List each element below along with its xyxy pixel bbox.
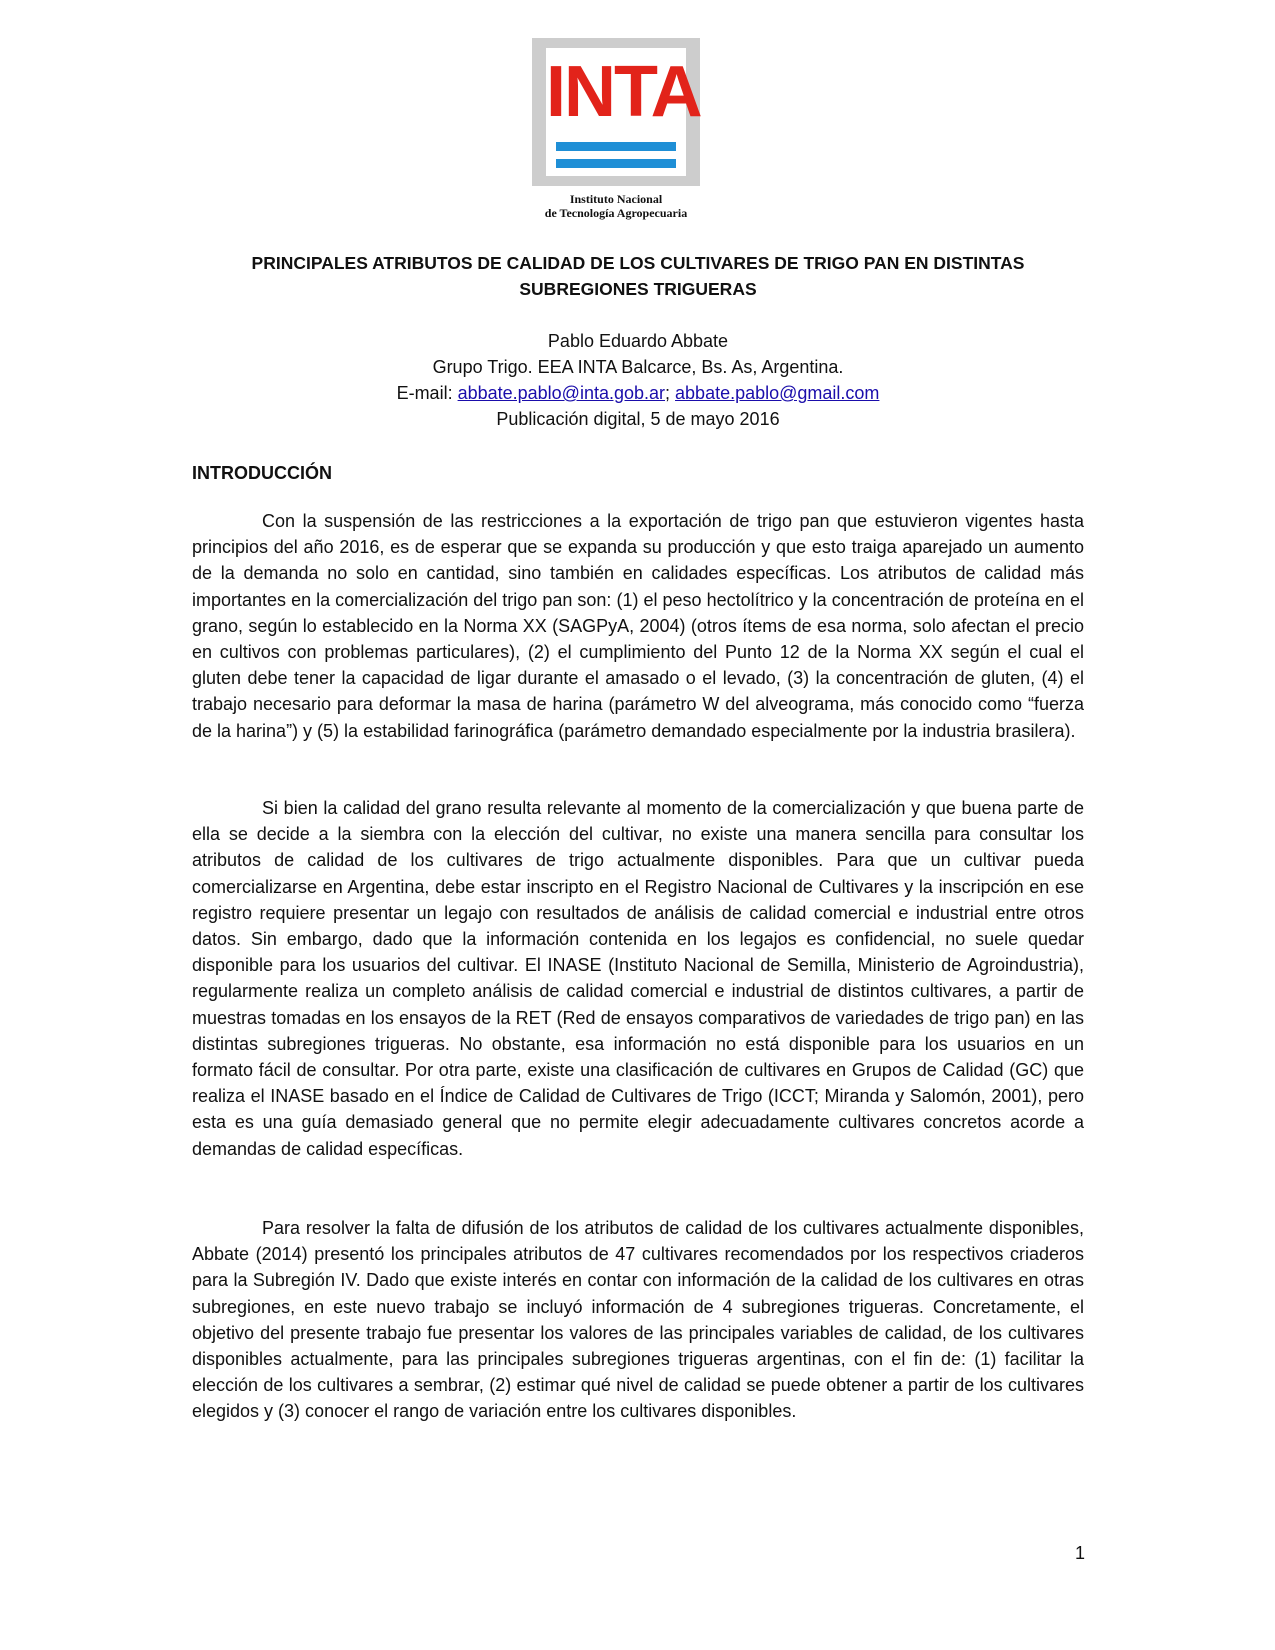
- page-number: 1: [1074, 1543, 1085, 1563]
- email-link-gmail[interactable]: abbate.pablo@gmail.com: [675, 383, 880, 403]
- email-line: [192, 380, 1084, 406]
- email-prefix: E-mail:: [396, 383, 458, 403]
- email-link-inta[interactable]: abbate.pablo@inta.gob.ar: [457, 383, 666, 403]
- paragraph-1: Con la suspensión de las restricciones a la exportación de trigo pan que estuvieron vigentes hasta principios del año 2016, es de esperar que se expanda su producción y que esto traiga aparejado un aumento de la demanda no solo en cantidad, sino también en calidades específicas. Los atributos de calidad más importantes en la comercialización del trigo pan son: (1) el peso hectolítrico y la concentración de proteína en el grano, según lo establecido en la Norma XX (SAGPyA, 2004) (otros ítems de esa norma, solo afectan el precio en cultivos con problemas particulares), (2) el cumplimiento del Punto 12 de la Norma XX según el cual el gluten debe tener la capacidad de ligar durante el amasado o el levado, (3) la concentración de gluten, (4) el trabajo necesario para deformar la masa de harina (parámetro W del alveograma, más conocido como “fuerza de la harina”) y (5) la estabilidad farinográfica (parámetro demandado especialmente por la industria brasilera).: [192, 511, 1084, 741]
- author-block: [192, 328, 1084, 432]
- logo-caption: [502, 192, 730, 220]
- author-affiliation: Grupo Trigo. EEA INTA Balcarce, Bs. As, Argentina.: [432, 357, 844, 377]
- logo-stripe-bottom: [556, 159, 676, 168]
- section-heading: INTRODUCCIÓN: [192, 463, 332, 483]
- logo-stripe-top: [556, 142, 676, 151]
- email-separator: ;: [665, 383, 676, 403]
- document-title: PRINCIPALES ATRIBUTOS DE CALIDAD DE LOS CULTIVARES DE TRIGO PAN EN DISTINTAS SUBREGIONES TRIGUERAS: [251, 253, 1025, 299]
- paragraph-2: Si bien la calidad del grano resulta relevante al momento de la comercialización y que buena parte de ella se decide a la siembra con la elección del cultivar, no existe una manera sencilla para consultar los atributos de calidad de los cultivares de trigo actualmente disponibles. Para que un cultivar pueda comercializarse en Argentina, debe estar inscripto en el Registro Nacional de Cultivares y la inscripción en ese registro requiere presentar un legajo con resultados de análisis de calidad comercial e industrial entre otros datos. Sin embargo, dado que la información contenida en los legajos es confidencial, no suele quedar disponible para los usuarios del cultivar. El INASE (Instituto Nacional de Semilla, Ministerio de Agroindustria), regularmente realiza un completo análisis de calidad comercial e industrial de distintos cultivares, a partir de muestras tomadas en los ensayos de la RET (Red de ensayos comparativos de variedades de trigo pan) en las distintas subregiones trigueras. No obstante, esa información no está disponible para los usuarios en un formato fácil de consultar. Por otra parte, existe una clasificación de cultivares en Grupos de Calidad (GC) que realiza el INASE basado en el Índice de Calidad de Cultivares de Trigo (ICCT; Miranda y Salomón, 2001), pero esta es una guía demasiado general que no permite elegir adecuadamente cultivares concretos acorde a demandas de calidad específicas.: [192, 798, 1084, 1159]
- logo-wordmark: INTA: [546, 52, 701, 132]
- logo-caption-line-1: Instituto Nacional: [569, 192, 663, 206]
- logo-inner: [546, 48, 701, 176]
- author-name: Pablo Eduardo Abbate: [547, 331, 729, 351]
- inta-logo: [532, 38, 701, 220]
- logo-frame: [532, 38, 700, 186]
- paragraph-3: Para resolver la falta de difusión de los atributos de calidad de los cultivares actualmente disponibles, Abbate (2014) presentó los principales atributos de 47 cultivares recomendados por los respectivos criaderos para la Subregión IV. Dado que existe interés en contar con información de la calidad de los cultivares en otras subregiones, en este nuevo trabajo se incluyó información de 4 subregiones trigueras. Concretamente, el objetivo del presente trabajo fue presentar los valores de las principales variables de calidad, de los cultivares disponibles actualmente, para las principales subregiones trigueras argentinas, con el fin de: (1) facilitar la elección de los cultivares a sembrar, (2) estimar qué nivel de calidad se puede obtener a partir de los cultivares elegidos y (3) conocer el rango de variación entre los cultivares disponibles.: [192, 1218, 1084, 1422]
- logo-caption-line-2: de Tecnología Agropecuaria: [544, 206, 688, 220]
- publication-date: Publicación digital, 5 de mayo 2016: [496, 409, 780, 429]
